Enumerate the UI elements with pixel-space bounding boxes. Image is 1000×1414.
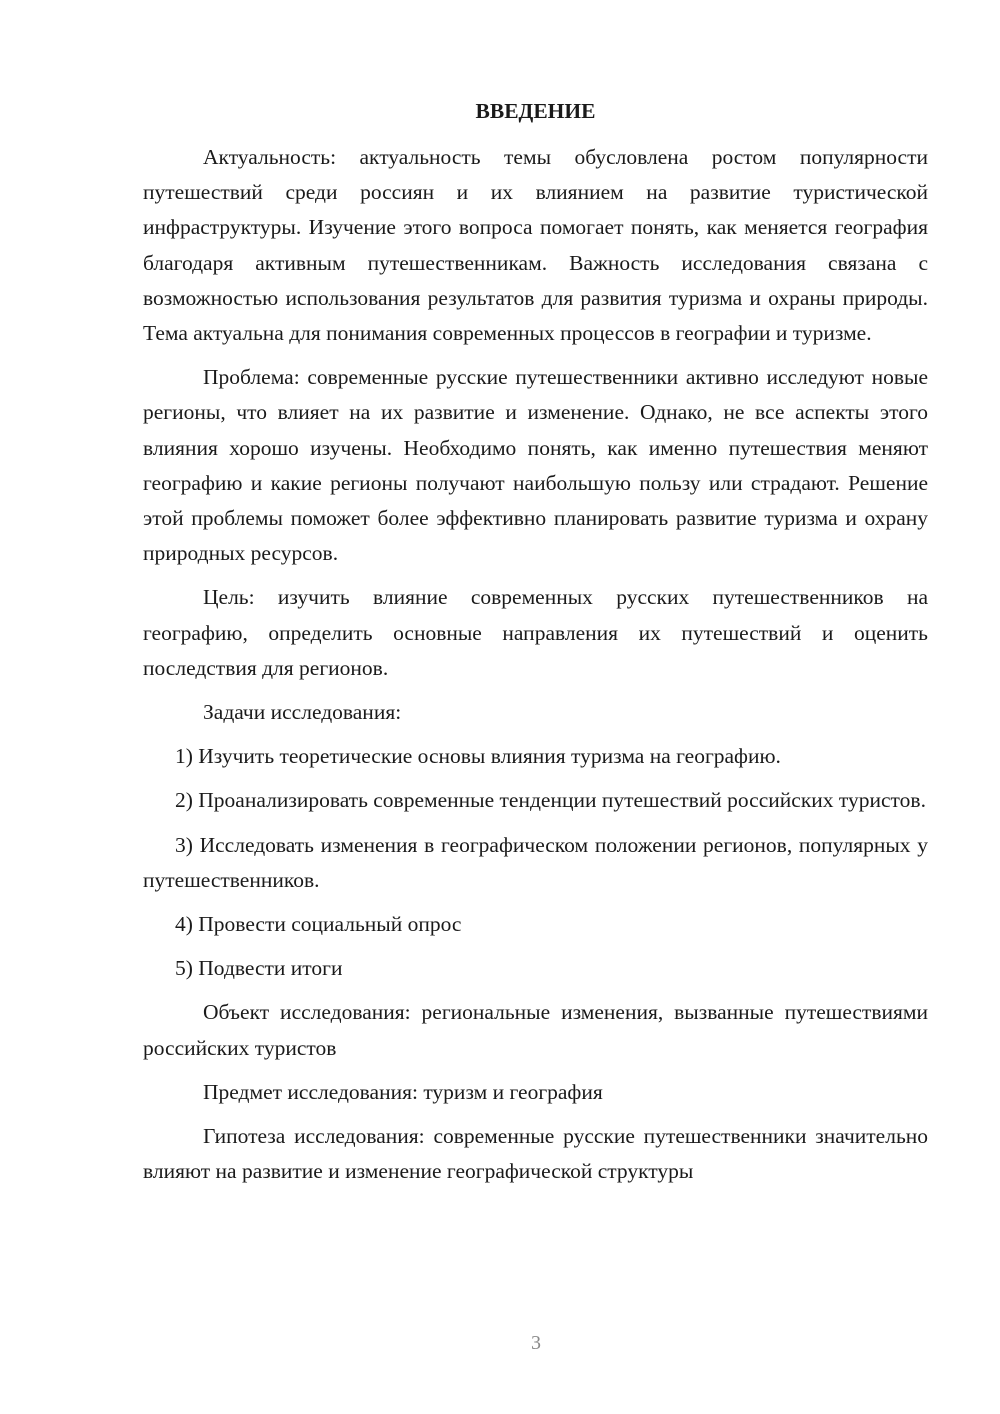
goal-paragraph: Цель: изучить влияние современных русских путешественников на географию, определить основные направления их путешествий и оценить последствия для регионов. bbox=[143, 585, 928, 680]
page-title: ВВЕДЕНИЕ bbox=[475, 99, 596, 123]
hypothesis-paragraph: Гипотеза исследования: современные русские путешественники значительно влияют на развитие и изменение географической структуры bbox=[143, 1124, 928, 1184]
subject-paragraph: Предмет исследования: туризм и география bbox=[203, 1079, 603, 1104]
task-item-5: 5) Подвести итоги bbox=[175, 956, 343, 981]
problem-paragraph: Проблема: современные русские путешественники активно исследуют новые регионы, что влияет на их развитие и изменение. Однако, не все аспекты этого влияния хорошо изучены. Необходимо понять, как именно путешествия меняют географию и какие регионы получают наибольшую пользу или страдают. Решение этой проблемы поможет более эффективно планировать развитие туризма и охрану природных ресурсов. bbox=[143, 365, 928, 566]
object-paragraph: Объект исследования: региональные изменения, вызванные путешествиями российских туристов bbox=[143, 1000, 928, 1060]
task-item-1: 1) Изучить теоретические основы влияния туризма на географию. bbox=[175, 744, 781, 769]
task-item-4: 4) Провести социальный опрос bbox=[175, 912, 462, 937]
task-item-2: 2) Проанализировать современные тенденции путешествий российских туристов. bbox=[175, 788, 926, 813]
task-item-3: 3) Исследовать изменения в географическом положении регионов, популярных у путешественников. bbox=[143, 832, 928, 892]
page-number: 3 bbox=[531, 1332, 541, 1354]
tasks-heading: Задачи исследования: bbox=[203, 700, 402, 725]
page-content bbox=[143, 95, 928, 1198]
relevance-paragraph: Актуальность: актуальность темы обусловлена ростом популярности путешествий среди россиян и их влиянием на развитие туристической инфраструктуры. Изучение этого вопроса помогает понять, как меняется география благодаря активным путешественникам. Важность исследования связана с возможностью использования результатов для развития туризма и охраны природы. Тема актуальна для понимания современных процессов в географии и туризме. bbox=[143, 145, 928, 346]
